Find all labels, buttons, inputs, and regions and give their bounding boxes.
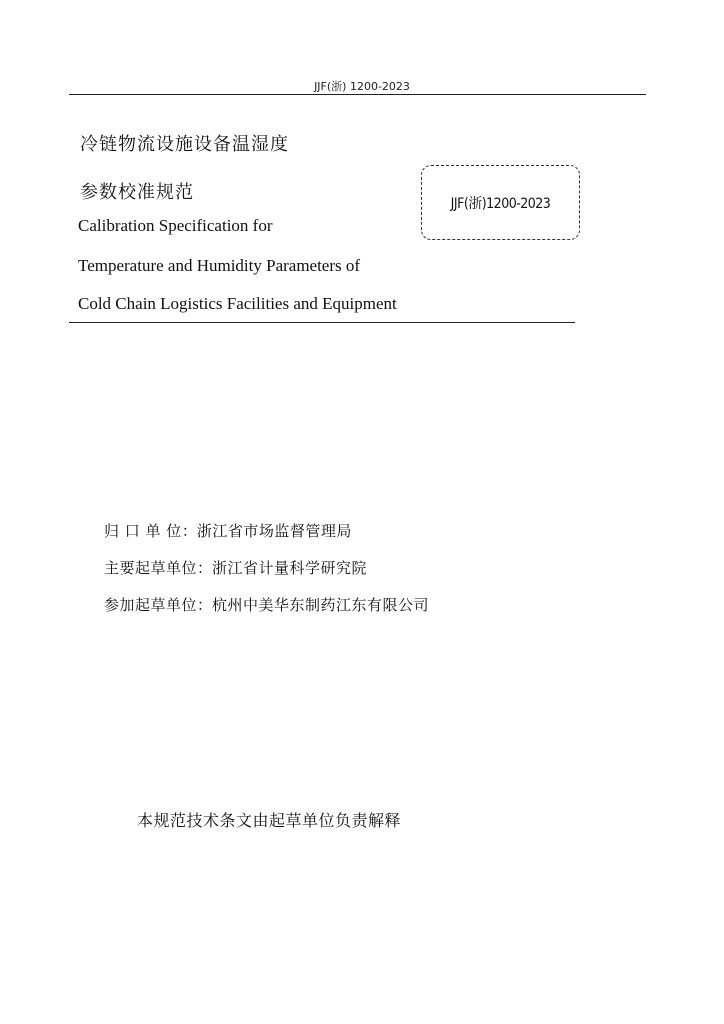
unit-value: 浙江省市场监督管理局 <box>196 522 352 540</box>
unit-label: 参加起草单位 <box>104 596 198 614</box>
unit-value: 杭州中美华东制药江东有限公司 <box>212 596 430 614</box>
unit-value: 浙江省计量科学研究院 <box>212 559 368 577</box>
unit-label: 归 口 单 位 <box>104 522 182 540</box>
unit-row-main-drafter <box>104 549 429 586</box>
title-en-line-1: Calibration Specification for <box>78 216 273 235</box>
unit-colon: ： <box>197 559 213 577</box>
title-cn-line-2: 参数校准规范 <box>80 182 194 203</box>
title-en-line-2: Temperature and Humidity Parameters of <box>78 256 361 275</box>
title-cn-line-1: 冷链物流设施设备温湿度 <box>80 134 289 155</box>
unit-row-participating-drafter <box>104 586 429 623</box>
interpretation-note: 本规范技术条文由起草单位负责解释 <box>137 811 402 830</box>
unit-row-authority <box>104 512 429 549</box>
unit-colon: ： <box>197 596 213 614</box>
specification-code-stamp <box>421 165 580 240</box>
drafting-units <box>104 512 429 623</box>
stamp-code: JJF(浙)1200-2023 <box>450 196 551 212</box>
title-rule <box>69 322 575 323</box>
title-en-line-3: Cold Chain Logistics Facilities and Equipment <box>78 294 397 313</box>
header-rule <box>69 94 646 95</box>
unit-colon: ： <box>181 522 197 540</box>
unit-label: 主要起草单位 <box>104 559 198 577</box>
page-header-code: JJF(浙) 1200-2023 <box>314 80 410 93</box>
